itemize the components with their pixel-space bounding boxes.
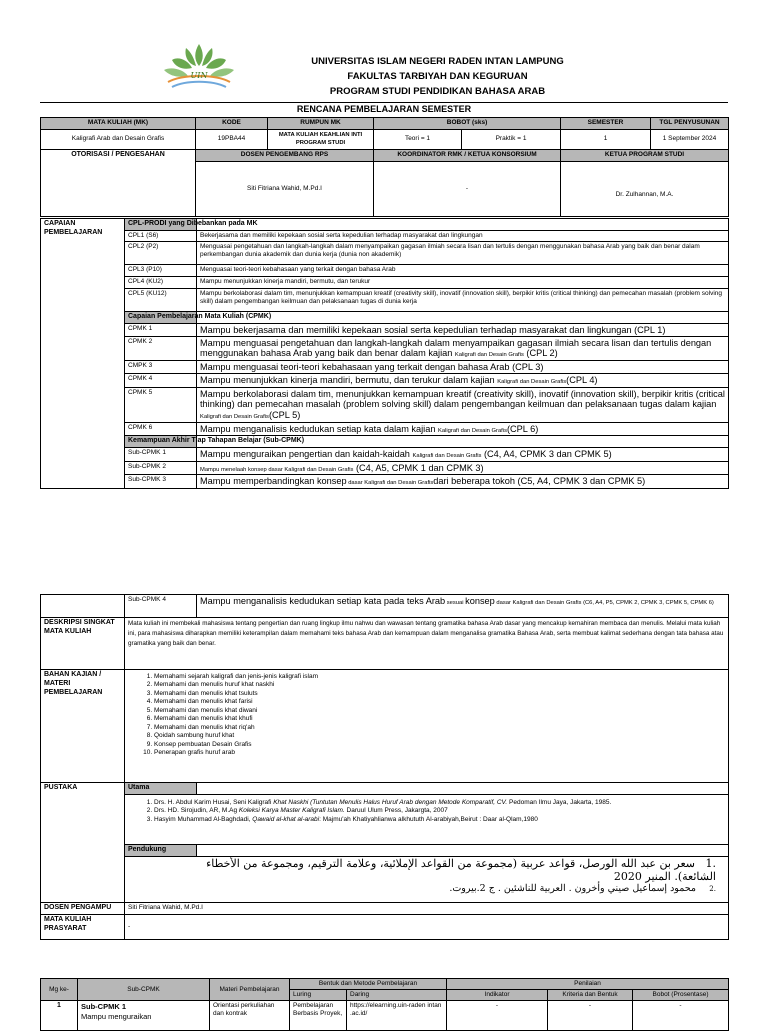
university-name: UNIVERSITAS ISLAM NEGERI RADEN INTAN LAMPUNG [311, 56, 564, 67]
prasyarat-value: - [125, 914, 729, 939]
pendukung-item: .1 سعر بن عبد الله الورصل، قواعد عربية (مجموعة من القواعد الإملائية، وعلامة الترقيم، ومجموعة من الأخطاء الشائعة). المنير 2020 [206, 857, 716, 883]
capaian-table [40, 218, 729, 489]
row-mg: 1 [41, 1001, 78, 1031]
cpl-code: CPL4 (KU2) [125, 276, 197, 288]
pendukung-item: .2 محمود إسماعيل صيني وأخرون . العربية للناشئين . ج 2.بيروت. [449, 883, 716, 895]
cpl-header: CPL-PRODI yang Dibebankan pada MK [125, 219, 197, 231]
bahan-item: 5. Memahami dan menulis khat diwani [154, 707, 725, 715]
sub-cpmk-text: Mampu menelaah konsep dasar Kaligrafi dan Desain Grafis (C4, A5, CPMK 1 dan CPMK 3) [197, 461, 729, 474]
pendukung-header: Pendukung [125, 845, 197, 857]
course-info-table [40, 117, 729, 217]
schedule-table [40, 978, 729, 1031]
cpmk-code: CMPK 3 [125, 361, 197, 374]
cpl-text: Mampu berkolaborasi dalam tim, menunjukkan kemampuan kreatif (creativity skill), inovatif (innovation skill), berpikir kritis (critical thinking) dan pemecahan masalah (problem solving skill) dalam pengembangan keilmuan dan pelaksanaan tugas di dunia kerja [197, 288, 729, 311]
mk-header: MATA KULIAH (MK) [41, 118, 196, 130]
koordinator-header: KOORDINATOR RMK / KETUA KONSORSIUM [374, 150, 561, 162]
sub-cpmk4-text: Mampu menganalisis kedudukan setiap kata pada teks Arab sesuai konsep dasar Kaligrafi dan Desain Grafis (C6, A4, P5, CPMK 2, CPMK 3, CPMK 5, CPMK 6) [197, 595, 729, 618]
bahan-list [125, 670, 729, 783]
logo-lettering: UIN [190, 71, 208, 80]
deskripsi-text: Mata kuliah ini membekali mahasiswa tentang pengertian dan ruang lingkup ilmu nahwu dan wawasan tentang gramatika bahasa Arab dasar yang mencakup kemahiran membaca dan menulis. Melalui mata kuliah ini, para mahasiswa diharapkan memiliki keterampilan dalam memahami teks bahasa Arab dan kemampuan dalam menganalisa gramatika Bahasa Arab, serta membuat kalimat sederhana dengan tata bahasa atau gramatika yang baik dan benar. [125, 618, 729, 670]
cpl-code: CPL2 (P2) [125, 241, 197, 264]
cpmk-text: Mampu berkolaborasi dalam tim, menunjukkan kemampuan kreatif (creativity skill), inovatif (innovation skill), berpikir kritis (critical thinking) dan pemecahan masalah (problem solving skill) dalam pengembangan keilmuan dan pelaksanaan tugas dalam kajian Kaligrafi dan Desain Grafis(CPL 5) [197, 387, 729, 422]
sub-cpmk-code: Sub-CPMK 1 [125, 448, 197, 461]
row-luring: Pembelajaran Berbasis Proyek, [290, 1001, 347, 1031]
indikator-header: Indikator [447, 990, 548, 1001]
penilaian-header: Penilaian [447, 979, 729, 990]
row-indikator: - [447, 1001, 548, 1031]
capaian-label: CAPAIAN PEMBELAJARAN [41, 219, 125, 489]
cpmk-code: CPMK 2 [125, 337, 197, 361]
rumpun-header: RUMPUN MK [268, 118, 374, 130]
sub-cpmk-text: Mampu menguraikan pengertian dan kaidah-kaidah Kaligrafi dan Desain Grafis (C4, A4, CPMK 3 dan CPMK 5) [197, 448, 729, 461]
row-kriteria: - [548, 1001, 633, 1031]
sub-cpmk-header: Kemampuan Akhir Tiap Tahapan Belajar (Sub-CPMK) [125, 436, 197, 448]
deskripsi-label: DESKRIPSI SINGKAT MATA KULIAH [41, 618, 125, 670]
bobot-header: BOBOT (sks) [374, 118, 561, 130]
course-name: Kaligrafi Arab dan Desain Grafis [41, 130, 196, 150]
utama-item: 1. Drs. H. Abdul Karim Husai, Seni Kaligrafi Khat Naskhi (Tuntutan Menulis Halus Huruf Arab dengan Metode Komparatif, CV. Pedoman Ilmu Jaya, Jakarta, 1985. [154, 799, 725, 807]
cpmk-text: Mampu menganalisis kedudukan setiap kata dalam kajian Kaligrafi dan Desain Grafis(CPL 6) [197, 422, 729, 435]
sub-cpmk4-code: Sub-CPMK 4 [125, 595, 197, 618]
dosen-pengampu-name: Siti Fitriana Wahid, M.Pd.I [125, 903, 729, 915]
dosen-pengembang-name: Siti Fitriana Wahid, M.Pd.I [196, 162, 374, 217]
course-semester: 1 [561, 130, 651, 150]
cpmk-text: Mampu menunjukkan kinerja mandiri, bermutu, dan terukur dalam kajian Kaligrafi dan Desain Grafis(CPL 4) [197, 374, 729, 387]
course-rumpun: MATA KULIAH KEAHLIAN INTI PROGRAM STUDI [268, 130, 374, 150]
utama-item: 3. Hasyim Muhammad Al-Baghdadi, Qawaid al-khat al-arabi: Majmu'ah Khatiyahlianwa alkhututh Al-arabiyah,Beirut : Daar al-Qlam,1980 [154, 816, 725, 824]
bahan-item: 7. Memahami dan menulis khat riq'ah [154, 724, 725, 732]
page2-table [40, 594, 729, 940]
bahan-item: 3. Memahami dan menulis khat tsuluts [154, 690, 725, 698]
cpl-text: Menguasai teori-teori kebahasaan yang terkait dengan bahasa Arab [197, 264, 729, 276]
cpl-code: CPL1 (S6) [125, 230, 197, 241]
koordinator-name: - [374, 162, 561, 217]
luring-header: Luring [290, 990, 347, 1001]
ketua-prodi-name: Dr. Zulhannan, M.A. [561, 162, 729, 217]
cpl-text: Mampu menunjukkan kinerja mandiri, bermutu, dan terukur [197, 276, 729, 288]
materi-header: Materi Pembelajaran [210, 979, 290, 1001]
cpmk-header: Capaian Pembelajaran Mata Kuliah (CPMK) [125, 311, 197, 323]
cpl-text: Menguasai pengetahuan dan langkah-langkah dalam menyampaikan gagasan ilmiah secara lisan dan tertulis dengan menggunakan bahasa Arab yang baik dan benar dalam perkembangan dunia akademik dan dunia kerja (dunia non akademik) [197, 241, 729, 264]
ketua-prodi-header: KETUA PROGRAM STUDI [561, 150, 729, 162]
cpmk-text: Mampu menguasai pengetahuan dan langkah-langkah dalam menyampaikan gagasan ilmiah secara lisan dan tertulis dengan menggunakan bahasa Arab yang baik dan benar dalam kajian Kaligrafi dan Desain Grafis (CPL 2) [197, 337, 729, 361]
course-praktik: Praktik = 1 [462, 130, 561, 150]
mg-header: Mg ke- [41, 979, 78, 1001]
semester-header: SEMESTER [561, 118, 651, 130]
pendukung-list [125, 857, 729, 903]
course-teori: Teori = 1 [374, 130, 462, 150]
cpmk-code: CPMK 5 [125, 387, 197, 422]
utama-list [125, 795, 729, 845]
bobot-persen-header: Bobot (Prosentase) [633, 990, 729, 1001]
sub-cpmk-code: Sub-CPMK 2 [125, 461, 197, 474]
document-header [150, 38, 725, 102]
row-daring: https://elearning.uin-raden intan .ac.id/ [347, 1001, 447, 1031]
cpl-text: Bekerjasama dan memiliki kepekaan sosial serta kepedulian terhadap masyarakat dan lingkungan [197, 230, 729, 241]
utama-item: 2. Drs. HD. Sirojudin, AR, M.Ag Koleksi Karya Master Kaligrafi Islam. Daruul Ulum Press, Jakargta, 2007 [154, 807, 725, 815]
cpmk-text: Mampu menguasai teori-teori kebahasaan yang terkait dengan bahasa Arab (CPL 3) [197, 361, 729, 374]
prasyarat-label: MATA KULIAH PRASYARAT [41, 914, 125, 939]
kriteria-header: Kriteria dan Bentuk [548, 990, 633, 1001]
course-code: 19PBA44 [196, 130, 268, 150]
bahan-item: 10. Penerapan grafis huruf arab [154, 749, 725, 757]
cpmk-code: CPMK 1 [125, 323, 197, 336]
tgl-header: TGL PENYUSUNAN [651, 118, 729, 130]
sub-cpmk-text: Mampu memperbandingkan konsep dasar Kaligrafi dan Desain Grafisdari beberapa tokoh (C5, A4, CPMK 3 dan CPMK 5) [197, 475, 729, 488]
utama-header: Utama [125, 783, 197, 795]
kode-header: KODE [196, 118, 268, 130]
cpmk-text: Mampu bekerjasama dan memiliki kepekaan sosial serta kepedulian terhadap masyarakat dan lingkungan (CPL 1) [197, 323, 729, 336]
cpl-code: CPL5 (KU12) [125, 288, 197, 311]
faculty-name: FAKULTAS TARBIYAH DAN KEGURUAN [347, 71, 528, 82]
sub-cpmk-code: Sub-CPMK 3 [125, 475, 197, 488]
bahan-item: 6. Memahami dan menulis khat khufi [154, 715, 725, 723]
bentuk-header: Bentuk dan Metode Pembelajaran [290, 979, 447, 990]
otorisasi-label: OTORISASI / PENGESAHAN [41, 150, 196, 217]
bahan-item: 2. Memahami dan menulis huruf khat naskhi [154, 681, 725, 689]
bahan-item: 8. Qoidah sambung huruf khat [154, 732, 725, 740]
bahan-item: 1. Memahami sejarah kaligrafi dan jenis-jenis kaligrafi islam [154, 673, 725, 681]
bahan-item: 4. Memahami dan menulis khat farisi [154, 698, 725, 706]
dosen-pengampu-label: DOSEN PENGAMPU [41, 903, 125, 915]
daring-header: Daring [347, 990, 447, 1001]
course-date: 1 September 2024 [651, 130, 729, 150]
cpmk-code: CPMK 6 [125, 422, 197, 435]
bahan-label: BAHAN KAJIAN / MATERI PEMBELAJARAN [41, 670, 125, 783]
row-materi: Orientasi perkuliahan dan kontrak [210, 1001, 290, 1031]
dosen-pengembang-header: DOSEN PENGEMBANG RPS [196, 150, 374, 162]
row-bobot: - [633, 1001, 729, 1031]
cpmk-code: CPMK 4 [125, 374, 197, 387]
sub-cpmk-col-header: Sub-CPMK [78, 979, 210, 1001]
document-title: RENCANA PEMBELAJARAN SEMESTER [40, 102, 728, 114]
bahan-item: 9. Konsep pembuatan Desain Grafis [154, 741, 725, 749]
program-name: PROGRAM STUDI PENDIDIKAN BAHASA ARAB [329, 86, 546, 97]
cpl-code: CPL3 (P10) [125, 264, 197, 276]
pustaka-label: PUSTAKA [41, 783, 125, 903]
row-sub-cpmk: Sub-CPMK 1 Mampu menguraikan [78, 1001, 210, 1031]
